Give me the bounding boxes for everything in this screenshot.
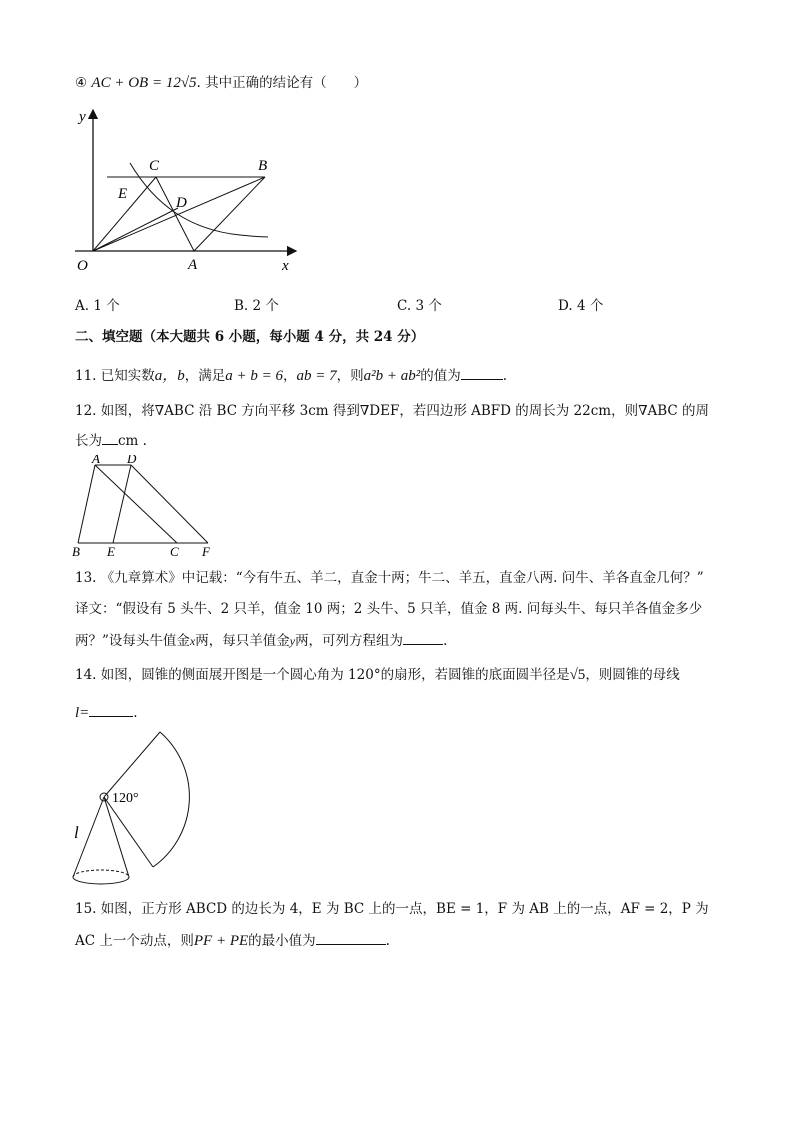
circled-number-4: ④ (75, 75, 88, 91)
q13-line-3: 两？”设每头牛值金x两，每只羊值金y两，可列方程组为 . (75, 630, 447, 651)
q13-line-2: 译文：“假设有 5 头牛、2 只羊，值金 10 两；2 头牛、5 只羊，值金 8 两. 问每头牛、每只羊各值金多少 (75, 601, 703, 617)
q10-conclusion-line (75, 73, 367, 93)
q10-question-text: . 其中正确的结论有（ ） (196, 75, 368, 91)
cone-side-right (104, 797, 129, 877)
q15-answer-blank (316, 930, 386, 945)
option-c: C. 3 个 (397, 298, 442, 314)
segment-AC (95, 465, 177, 543)
q12-translation-figure (66, 455, 226, 557)
q14-answer-blank (89, 702, 133, 717)
label-F: F (202, 544, 210, 557)
q13-line-1: 13. 《九章算术》中记载：“今有牛五、羊二，直金十两；牛二、羊五，直金八两. 问牛、羊各直金几何？” (75, 570, 704, 586)
slant-label-l: l (74, 823, 79, 842)
sector-radius-upper (104, 732, 160, 797)
q10-formula: AC + OB = 12√5 (91, 75, 197, 91)
q15-line-2: AC 上一个动点，则PF + PE的最小值为 . (75, 930, 390, 951)
q14-line-2: l= . (75, 702, 138, 723)
label-B: B (258, 158, 268, 174)
segment-OD-extension (93, 208, 178, 251)
q12-line-1: 12. 如图，将∇ABC 沿 BC 方向平移 3cm 得到∇DEF，若四边形 ABFD 的周长为 22cm，则∇ABC 的周 (75, 403, 710, 419)
option-a: A. 1 个 (75, 298, 120, 314)
segment-DF (131, 465, 208, 543)
q13-answer-blank (403, 630, 443, 645)
sector-radius-lower (104, 797, 153, 867)
angle-label: 120° (112, 791, 139, 806)
segment-DE (113, 465, 131, 543)
label-C: C (149, 158, 160, 174)
label-A: A (188, 257, 198, 273)
label-D: D (127, 455, 137, 466)
option-d: D. 4 个 (558, 298, 604, 314)
q12-line-2: 长为 cm . (75, 430, 147, 451)
label-E: E (107, 544, 115, 557)
q15-line-1: 15. 如图，正方形 ABCD 的边长为 4，E 为 BC 上的一点，BE = 1，F 为 AB 上的一点，AF = 2，P 为 (75, 901, 709, 917)
q14-sqrt5: √5 (569, 667, 586, 683)
label-D: D (176, 195, 187, 211)
label-C: C (170, 544, 179, 557)
q10-coordinate-figure (60, 100, 310, 280)
option-b: B. 2 个 (234, 298, 279, 314)
label-y: y (79, 109, 86, 125)
segment-AB (194, 177, 265, 251)
q11-answer-blank (461, 365, 503, 380)
section-2-heading: 二、填空题（本大题共 6 小题，每小题 4 分，共 24 分） (75, 329, 425, 345)
cone-base-front (73, 877, 129, 884)
q11-expression: a²b + ab² (363, 368, 421, 384)
cone-base-back (73, 870, 129, 877)
label-B: B (72, 544, 80, 557)
q14-line-1: 14. 如图，圆锥的侧面展开图是一个圆心角为 120°的扇形，若圆锥的底面圆半径是√5，则圆锥的母线 (75, 667, 680, 683)
q14-cone-figure (66, 722, 196, 892)
q15-expression: PF + PE (193, 933, 249, 949)
segment-AB (78, 465, 95, 543)
segment-CA (156, 177, 194, 251)
q11-line: 11. 已知实数a，b，满足a + b = 6，ab = 7，则a²b + ab²的值为 . (75, 365, 507, 386)
label-A: A (92, 455, 100, 466)
label-x: x (282, 258, 289, 274)
q12-answer-blank (102, 430, 118, 445)
label-E: E (118, 186, 128, 202)
label-O: O (77, 258, 88, 274)
sector-arc (153, 732, 189, 867)
